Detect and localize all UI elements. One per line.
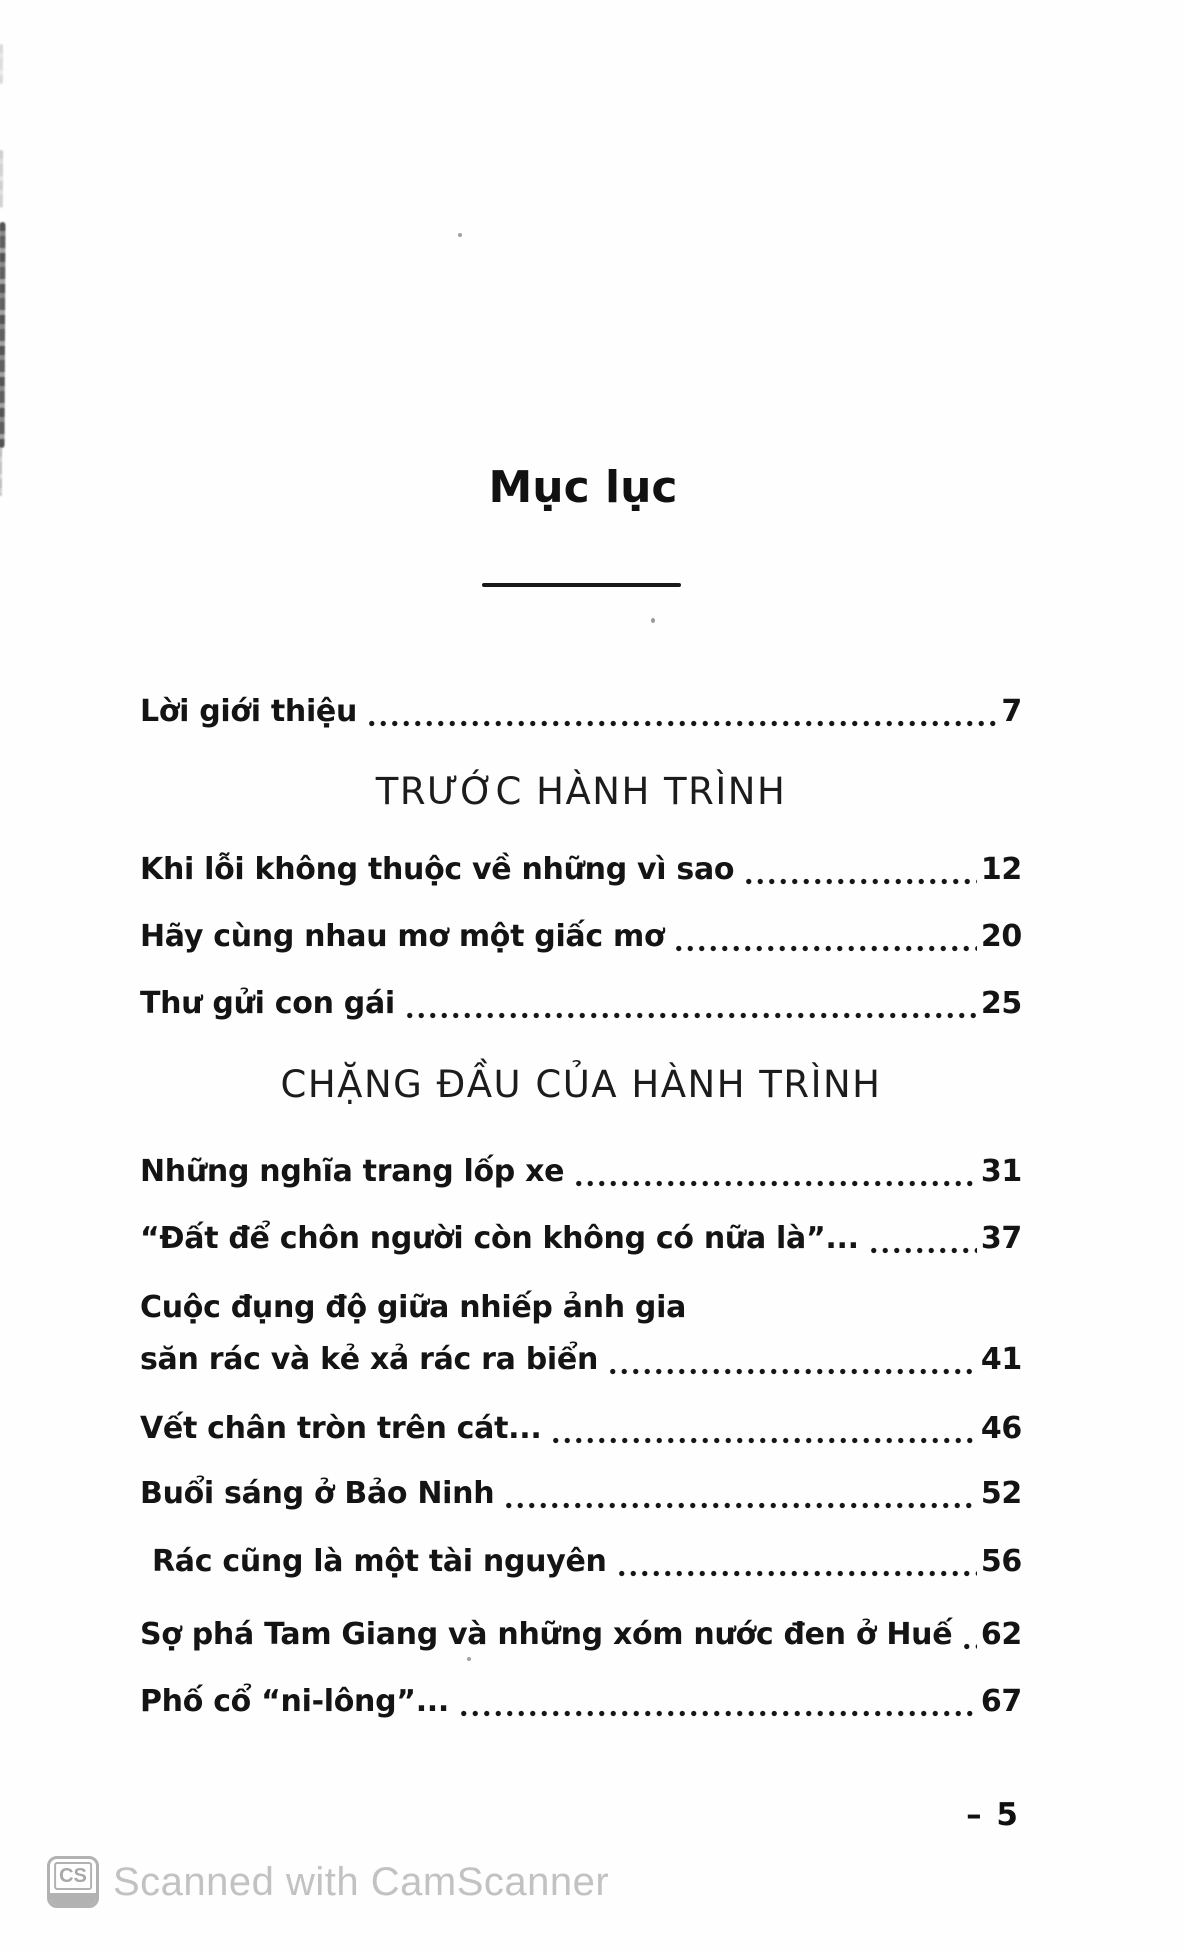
entry-title: Hãy cùng nhau mơ một giấc mơ: [140, 919, 665, 954]
entry-title: “Đất để chôn người còn không có nữa là”...: [140, 1221, 859, 1256]
entry-title: Vết chân tròn trên cát...: [140, 1411, 542, 1446]
toc-entry: [140, 984, 1022, 1024]
entry-page-number: 20: [980, 919, 1022, 954]
dot-leader: [961, 1643, 977, 1650]
title-divider: [482, 583, 681, 587]
entry-page-number: 46: [980, 1411, 1022, 1446]
toc-entry: [140, 1152, 1022, 1192]
entry-title: Cuộc đụng độ giữa nhiếp ảnh gia: [140, 1290, 687, 1325]
dot-leader: [868, 1247, 977, 1254]
dot-leader: [458, 1710, 977, 1717]
entry-title: Những nghĩa trang lốp xe: [140, 1154, 565, 1189]
scan-edge-artifact: [0, 44, 3, 84]
entry-title: Buổi sáng ở Bảo Ninh: [140, 1476, 495, 1511]
dot-leader: [673, 945, 977, 952]
toc-entry: [140, 692, 1022, 732]
entry-title: Rác cũng là một tài nguyên: [152, 1544, 607, 1579]
entry-title: Phố cổ “ni-lông”...: [140, 1684, 449, 1719]
scan-speckle: [651, 618, 655, 623]
entry-title: săn rác và kẻ xả rác ra biển: [140, 1342, 599, 1377]
section-header: TRƯỚC HÀNH TRÌNH: [375, 770, 787, 813]
entry-page-number: 52: [980, 1476, 1022, 1511]
camscanner-logo-base: [50, 1893, 96, 1905]
toc-entry: [140, 1542, 1022, 1582]
entry-page-number: 7: [1001, 694, 1022, 729]
dot-leader: [743, 878, 977, 885]
toc-entry: [140, 917, 1022, 957]
page-title: Mục lục: [488, 462, 678, 513]
section-header: CHẶNG ĐẦU CỦA HÀNH TRÌNH: [280, 1063, 882, 1106]
dot-leader: [616, 1570, 977, 1577]
dot-leader: [404, 1012, 977, 1019]
scan-speckle: [458, 233, 462, 237]
toc-entry: [140, 1219, 1022, 1259]
entry-page-number: 31: [980, 1154, 1022, 1189]
camscanner-watermark-text: Scanned with CamScanner: [113, 1859, 610, 1904]
camscanner-logo-letters: CS: [54, 1862, 92, 1890]
toc-entry: [140, 1409, 1022, 1449]
entry-page-number: 56: [980, 1544, 1022, 1579]
toc-entry: [140, 1615, 1022, 1655]
toc-entry: [140, 850, 1022, 890]
dot-leader: [573, 1180, 977, 1187]
entry-page-number: 41: [980, 1342, 1022, 1377]
dot-leader: [366, 720, 997, 727]
toc-entry: [140, 1340, 1022, 1380]
entry-page-number: 37: [980, 1221, 1022, 1256]
toc-entry-wrapped-line: [140, 1288, 1022, 1328]
toc-entry: [140, 1474, 1022, 1514]
entry-title: Khi lỗi không thuộc về những vì sao: [140, 852, 735, 887]
entry-page-number: 25: [980, 986, 1022, 1021]
dot-leader: [550, 1437, 976, 1444]
scan-edge-artifact: [0, 150, 3, 208]
folio-page-number: – 5: [966, 1797, 1020, 1833]
entry-page-number: 12: [980, 852, 1022, 887]
camscanner-logo-icon: [47, 1856, 99, 1908]
entry-page-number: 67: [980, 1684, 1022, 1719]
scan-edge-artifact: [0, 222, 5, 448]
entry-title: Sợ phá Tam Giang và những xóm nước đen ở Huế: [140, 1617, 953, 1652]
entry-page-number: 62: [980, 1617, 1022, 1652]
entry-title: Lời giới thiệu: [140, 694, 358, 729]
scan-speckle: [467, 1657, 471, 1661]
toc-entry: [140, 1682, 1022, 1722]
dot-leader: [503, 1502, 977, 1509]
entry-title: Thư gửi con gái: [140, 986, 395, 1021]
dot-leader: [607, 1368, 977, 1375]
camscanner-watermark: [47, 1854, 609, 1910]
